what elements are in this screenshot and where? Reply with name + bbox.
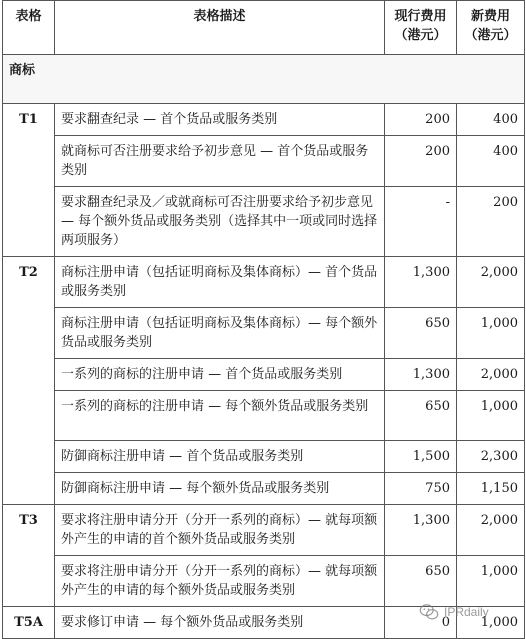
- row-description: 要求翻查纪录 — 首个货品或服务类别: [55, 104, 385, 136]
- header-code: 表格: [3, 1, 55, 55]
- row-description: 商标注册申请（包括证明商标及集体商标）— 首个货品或服务类别: [55, 257, 385, 308]
- row-new-fee: 1,000: [457, 308, 525, 359]
- row-current-fee: 1,500: [385, 441, 457, 473]
- row-description: 要求修订申请 — 每个额外货品或服务类别: [55, 607, 385, 639]
- row-current-fee: 1,300: [385, 359, 457, 391]
- row-description: 要求翻查纪录及／或就商标可否注册要求给予初步意见 — 每个额外货品或服务类别（选择其中一项或同时选择两项服务）: [55, 187, 385, 257]
- row-description: 要求将注册申请分开（分开一系列的商标）— 就每项额外产生的申请的首个额外货品或服务类别: [55, 505, 385, 556]
- row-description: 要求将注册申请分开（分开一系列的商标）— 就每项额外产生的申请的每个额外货品或服务类别: [55, 556, 385, 607]
- row-new-fee: 2,300: [457, 441, 525, 473]
- fee-table: [2, 0, 525, 639]
- row-current-fee: 650: [385, 308, 457, 359]
- row-description: 防御商标注册申请 — 首个货品或服务类别: [55, 441, 385, 473]
- row-current-fee: 1,300: [385, 257, 457, 308]
- row-new-fee: 400: [457, 136, 525, 187]
- row-description: 防御商标注册申请 — 每个额外货品或服务类别: [55, 473, 385, 505]
- row-description: 一系列的商标的注册申请 — 首个货品或服务类别: [55, 359, 385, 391]
- form-code: T2: [3, 257, 55, 505]
- row-current-fee: -: [385, 187, 457, 257]
- row-new-fee: 400: [457, 104, 525, 136]
- table-row: [3, 308, 525, 359]
- table-row: [3, 187, 525, 257]
- row-current-fee: 200: [385, 136, 457, 187]
- row-current-fee: 750: [385, 473, 457, 505]
- row-current-fee: 650: [385, 391, 457, 441]
- table-row: [3, 441, 525, 473]
- watermark-text: IPRdaily: [444, 605, 489, 619]
- row-new-fee: 2,000: [457, 505, 525, 556]
- form-code: T5A: [3, 607, 55, 639]
- form-code: T1: [3, 104, 55, 257]
- row-new-fee: 2,000: [457, 359, 525, 391]
- row-current-fee: 650: [385, 556, 457, 607]
- row-current-fee: 0: [385, 607, 457, 639]
- table-row: [3, 136, 525, 187]
- row-new-fee: 1,000: [457, 556, 525, 607]
- row-current-fee: 200: [385, 104, 457, 136]
- header-current-fee: 现行费用（港元）: [385, 1, 457, 55]
- row-description: 商标注册申请（包括证明商标及集体商标）— 每个额外货品或服务类别: [55, 308, 385, 359]
- section-row: [3, 55, 525, 104]
- table-header-row: [3, 1, 525, 55]
- header-description: 表格描述: [55, 1, 385, 55]
- row-new-fee: 1,000: [457, 391, 525, 441]
- table-row: [3, 391, 525, 441]
- table-row: [3, 104, 525, 136]
- header-new-fee: 新费用（港元）: [457, 1, 525, 55]
- row-description: 就商标可否注册要求给予初步意见 — 首个货品或服务类别: [55, 136, 385, 187]
- row-new-fee: 200: [457, 187, 525, 257]
- row-new-fee: 2,000: [457, 257, 525, 308]
- table-row: [3, 359, 525, 391]
- row-new-fee: 1,150: [457, 473, 525, 505]
- form-code: T3: [3, 505, 55, 607]
- table-row: [3, 473, 525, 505]
- row-new-fee: 1,000: [457, 607, 525, 639]
- table-row: [3, 257, 525, 308]
- row-current-fee: 1,300: [385, 505, 457, 556]
- row-description: 一系列的商标的注册申请 — 每个额外货品或服务类别: [55, 391, 385, 441]
- section-title: 商标: [3, 55, 525, 104]
- table-row: [3, 556, 525, 607]
- table-row: [3, 505, 525, 556]
